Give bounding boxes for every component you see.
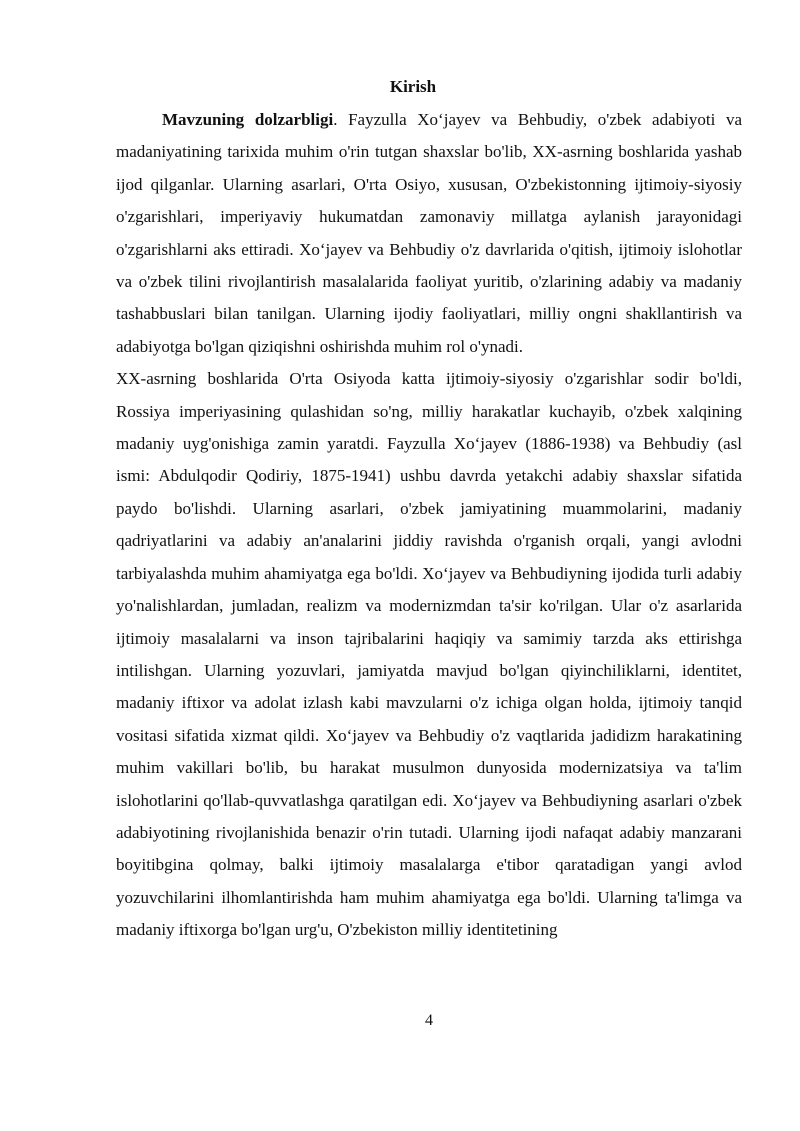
paragraph-text: . Fayzulla Xo‘jayev va Behbudiy, o'zbek adabiyoti va madaniyatining tarixida muhim o'rin tutgan shaxslar bo'lib, XX-asrning boshlarida yashab ijod qilganlar. Ularning asarlari, O'rta Osiyo, xususan, O'zbekistonning ijtimoiy-siyosiy o'zgarishlari, imperiyaviy hukumatdan zamonaviy millatga aylanish jarayonidagi o'zgarishlarni aks ettiradi. Xo‘jayev va Behbudiy o'z davrlarida o'qitish, ijtimoiy islohotlar va o'zbek tilini rivojlantirish masalalarida faoliyat yuritib, o'zlarining adabiy va madaniy tashabbuslari bilan tanilgan. Ularning ijodiy faoliyatlari, milliy ongni shakllantirish va adabiyotga bo'lgan qiziqishni oshirishda muhim rol o'ynadi. [116,110,742,356]
paragraph-relevance [116,104,742,363]
paragraph-historical-context [116,363,742,946]
body-text [116,104,742,947]
page-number: 4 [425,1012,433,1029]
paragraph-text: XX-asrning boshlarida O'rta Osiyoda katta ijtimoiy-siyosiy o'zgarishlar sodir bo'ldi, Rossiya imperiyasining qulashidan so'ng, milliy harakatlar kuchayib, o'zbek xalqining madaniy uyg'onishiga zamin yaratdi. Fayzulla Xo‘jayev (1886-1938) va Behbudiy (asl ismi: Abdulqodir Qodiriy, 1875-1941) ushbu davrda yetakchi adabiy shaxslar sifatida paydo bo'lishdi. Ularning asarlari, o'zbek jamiyatining muammolarini, madaniy qadriyatlarini va adabiy an'analarini jiddiy ravishda o'rganish orqali, yangi avlodni tarbiyalashda muhim ahamiyatga ega bo'ldi. Xo‘jayev va Behbudiyning ijodida turli adabiy yo'nalishlardan, jumladan, realizm va modernizmdan ta'sir ko'rilgan. Ular o'z asarlarida ijtimoiy masalalarni va inson tajribalarini haqiqiy va samimiy tarzda aks ettirishga intilishgan. Ularning yozuvlari, jamiyatda mavjud bo'lgan qiyinchiliklarni, identitet, madaniy iftixor va adolat izlash kabi mavzularni o'z ichiga olgan holda, ijtimoiy tanqid vositasi sifatida xizmat qildi. Xo‘jayev va Behbudiy o'z vaqtlarida jadidizm harakatining muhim vakillari bo'lib, bu harakat musulmon dunyosida modernizatsiya va ta'lim islohotlarini qo'llab-quvvatlashga qaratilgan edi. Xo‘jayev va Behbudiyning asarlari o'zbek adabiyotining rivojlanishida benazir o'rin tutadi. Ularning ijodi nafaqat adabiy manzarani boyitibgina qolmay, balki ijtimoiy masalalarga e'tibor qaratadigan yangi avlod yozuvchilarini ilhomlantirishda ham muhim ahamiyatga ega bo'ldi. Ularning ta'limga va madaniy iftixorga bo'lgan urg'u, O'zbekiston milliy identitetining [116,369,742,940]
section-title: Kirish [389,77,437,96]
paragraph-lead-term: Mavzuning dolzarbligi [162,110,334,129]
